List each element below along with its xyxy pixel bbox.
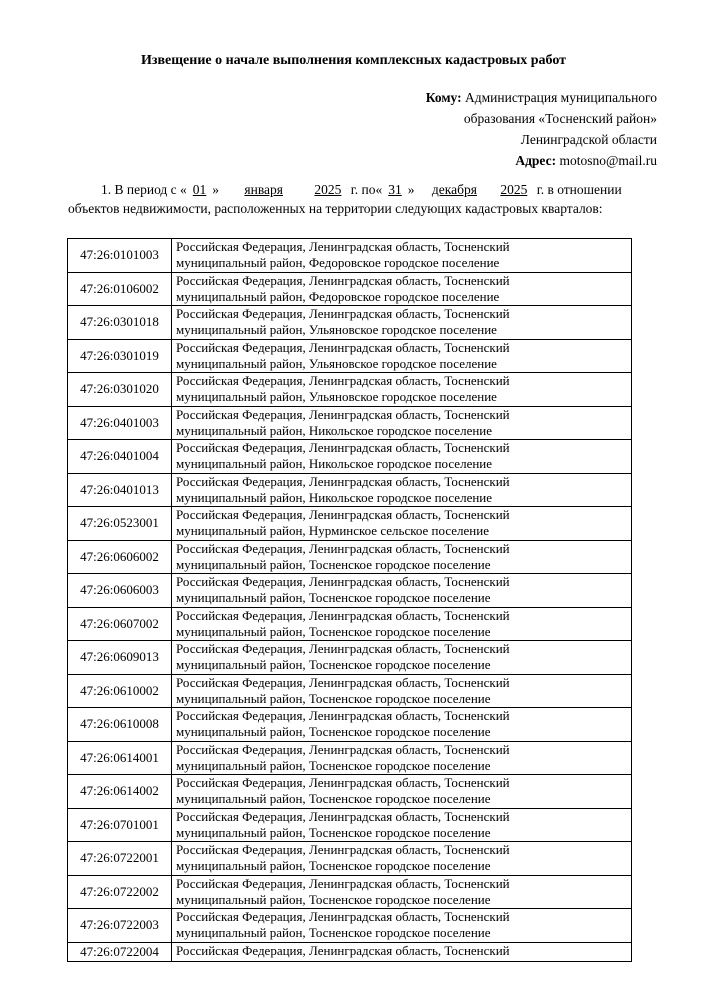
location-line-2: муниципальный район, Тосненское городское поселение: [176, 824, 491, 840]
location-cell: [172, 507, 632, 541]
table-row: [68, 808, 632, 842]
table-row: [68, 607, 632, 641]
to-value-3: Ленинградской области: [520, 132, 657, 147]
cadastral-number: 47:26:0106002: [68, 272, 172, 306]
table-row: [68, 674, 632, 708]
to-word: по: [361, 182, 376, 197]
location-cell: [172, 272, 632, 306]
location-line-2: муниципальный район, Тосненское городское поселение: [176, 891, 491, 907]
location-cell: [172, 641, 632, 675]
addressee-block: [426, 87, 657, 171]
location-cell: [172, 406, 632, 440]
year-suffix: г.: [350, 182, 359, 197]
cadastral-number: 47:26:0301020: [68, 373, 172, 407]
location-line-1: Российская Федерация, Ленинградская область, Тосненский: [176, 339, 510, 355]
address-label: Адрес:: [515, 153, 557, 168]
cadastral-number: 47:26:0722001: [68, 842, 172, 876]
location-line-1: Российская Федерация, Ленинградская область, Тосненский: [176, 239, 510, 254]
period-paragraph: [68, 180, 660, 218]
to-label: Кому:: [425, 90, 462, 105]
cadastral-number: 47:26:0401003: [68, 406, 172, 440]
location-line-2: муниципальный район, Тосненское городское поселение: [176, 556, 491, 572]
cadastral-number: 47:26:0701001: [68, 808, 172, 842]
table-row: [68, 239, 632, 273]
location-line-1: Российская Федерация, Ленинградская область, Тосненский: [176, 440, 510, 455]
location-cell: [172, 540, 632, 574]
location-cell: [172, 775, 632, 809]
location-line-2: муниципальный район, Тосненское городское поселение: [176, 757, 491, 773]
table-row: [68, 741, 632, 775]
table-row: [68, 775, 632, 809]
close-quote: »: [212, 182, 220, 197]
table-row: [68, 641, 632, 675]
cadastral-number: 47:26:0607002: [68, 607, 172, 641]
location-line-1: Российская Федерация, Ленинградская область, Тосненский: [176, 775, 510, 790]
location-line-1: Российская Федерация, Ленинградская область, Тосненский: [176, 875, 510, 891]
table-row: [68, 875, 632, 909]
start-day: 01: [192, 182, 207, 197]
location-cell: [172, 306, 632, 340]
to-value-2: образования «Тосненский район»: [463, 111, 657, 126]
location-line-2: муниципальный район, Тосненское городское поселение: [176, 858, 491, 873]
cadastral-number: 47:26:0301018: [68, 306, 172, 340]
table-row: [68, 708, 632, 742]
location-line-1: Российская Федерация, Ленинградская область, Тосненский: [176, 909, 510, 924]
location-cell: [172, 708, 632, 742]
location-line-2: муниципальный район, Федоровское городское поселение: [176, 255, 500, 270]
location-line-1: Российская Федерация, Ленинградская область, Тосненский: [176, 641, 510, 656]
location-line-1: Российская Федерация, Ленинградская область, Тосненский: [176, 674, 510, 690]
location-line-1: Российская Федерация, Ленинградская область, Тосненский: [176, 607, 510, 623]
location-cell: [172, 808, 632, 842]
table-row: [68, 339, 632, 373]
open-quote: «: [180, 182, 187, 197]
location-line-2: муниципальный район, Тосненское городское поселение: [176, 590, 491, 605]
cadastral-number: 47:26:0610008: [68, 708, 172, 742]
cadastral-quarters-table: [67, 238, 632, 962]
addressee-address: [426, 150, 657, 171]
location-line-2: муниципальный район, Тосненское городское поселение: [176, 925, 491, 940]
cadastral-number: 47:26:0606003: [68, 574, 172, 608]
period-line-1: [68, 180, 660, 199]
start-year: 2025: [314, 182, 342, 197]
location-line-1: Российская Федерация, Ленинградская область, Тосненский: [176, 708, 510, 723]
location-line-1: Российская Федерация, Ленинградская область, Тосненский: [176, 741, 510, 757]
cadastral-number: 47:26:0722004: [68, 942, 172, 961]
location-cell: [172, 574, 632, 608]
table-row: [68, 306, 632, 340]
table-row: [68, 540, 632, 574]
table-row: [68, 272, 632, 306]
address-value: motosno@mail.ru: [559, 153, 657, 168]
location-line-1: Российская Федерация, Ленинградская область, Тосненский: [176, 808, 510, 824]
cadastral-number: 47:26:0606002: [68, 540, 172, 574]
location-line-2: муниципальный район, Ульяновское городское поселение: [176, 389, 497, 404]
location-cell: [172, 473, 632, 507]
location-line-2: муниципальный район, Никольское городское поселение: [176, 456, 493, 471]
close-quote-2: »: [407, 182, 415, 197]
end-year: 2025: [500, 182, 528, 197]
location-cell: [172, 373, 632, 407]
location-line-1: Российская Федерация, Ленинградская область, Тосненский: [176, 842, 510, 857]
cadastral-number: 47:26:0401004: [68, 440, 172, 474]
open-quote-2: «: [375, 182, 383, 197]
period-line-2: объектов недвижимости, расположенных на территории следующих кадастровых кварталов:: [68, 201, 603, 216]
period-prefix: 1. В период с: [101, 182, 177, 197]
location-line-2: муниципальный район, Тосненское городское поселение: [176, 791, 491, 806]
location-cell: [172, 875, 632, 909]
cadastral-number: 47:26:0101003: [68, 239, 172, 273]
table-row: [68, 574, 632, 608]
location-line-2: муниципальный район, Нурминское сельское поселение: [176, 523, 489, 538]
location-cell: [172, 607, 632, 641]
end-day: 31: [388, 182, 402, 197]
location-line-2: муниципальный район, Никольское городское поселение: [176, 489, 493, 505]
cadastral-number: 47:26:0614002: [68, 775, 172, 809]
cadastral-number: 47:26:0614001: [68, 741, 172, 775]
location-cell: [172, 909, 632, 943]
table-row: [68, 942, 632, 961]
location-line-1: Российская Федерация, Ленинградская область, Тосненский: [176, 540, 510, 556]
cadastral-number: 47:26:0301019: [68, 339, 172, 373]
location-cell: [172, 741, 632, 775]
addressee-line-1: [426, 87, 657, 108]
location-cell: [172, 239, 632, 273]
location-line-1: Российская Федерация, Ленинградская область, Тосненский: [176, 473, 510, 489]
to-value-1: Администрация муниципального: [464, 90, 657, 105]
location-line-2: муниципальный район, Тосненское городское поселение: [176, 657, 491, 672]
location-line-2: муниципальный район, Федоровское городское поселение: [176, 288, 500, 304]
location-cell: [172, 339, 632, 373]
location-cell: [172, 942, 632, 961]
location-cell: [172, 842, 632, 876]
location-line-2: муниципальный район, Тосненское городское поселение: [176, 690, 491, 706]
location-line-2: муниципальный район, Тосненское городское поселение: [176, 623, 491, 639]
cadastral-number: 47:26:0401013: [68, 473, 172, 507]
location-line-1: Российская Федерация, Ленинградская область, Тосненский: [176, 507, 510, 522]
table-row: [68, 473, 632, 507]
location-line-2: муниципальный район, Тосненское городское поселение: [176, 724, 491, 739]
table-row: [68, 842, 632, 876]
period-tail: г. в отношении: [536, 182, 622, 197]
location-line-1: Российская Федерация, Ленинградская область, Тосненский: [176, 406, 510, 422]
table-row: [68, 440, 632, 474]
location-line-2: муниципальный район, Ульяновское городское поселение: [176, 355, 497, 371]
cadastral-number: 47:26:0722003: [68, 909, 172, 943]
table-row: [68, 507, 632, 541]
cadastral-number: 47:26:0722002: [68, 875, 172, 909]
table-row: [68, 909, 632, 943]
location-line-1: Российская Федерация, Ленинградская область, Тосненский: [176, 306, 510, 321]
document-title: Извещение о начале выполнения комплексных кадастровых работ: [140, 53, 567, 68]
end-month: декабря: [431, 182, 477, 197]
location-cell: [172, 674, 632, 708]
location-line-2: муниципальный район, Ульяновское городское поселение: [176, 322, 497, 337]
location-line-1: Российская Федерация, Ленинградская область, Тосненский: [176, 272, 510, 288]
table-row: [68, 373, 632, 407]
location-line-1: Российская Федерация, Ленинградская область, Тосненский: [176, 574, 510, 589]
start-month: января: [244, 182, 284, 197]
cadastral-number: 47:26:0609013: [68, 641, 172, 675]
cadastral-number: 47:26:0610002: [68, 674, 172, 708]
table-row: [68, 406, 632, 440]
location-cell: [172, 440, 632, 474]
location-line-1: Российская Федерация, Ленинградская область, Тосненский: [176, 373, 510, 388]
cadastral-number: 47:26:0523001: [68, 507, 172, 541]
location-line-2: муниципальный район, Никольское городское поселение: [176, 422, 493, 438]
location-line-1: Российская Федерация, Ленинградская область, Тосненский: [176, 942, 510, 958]
